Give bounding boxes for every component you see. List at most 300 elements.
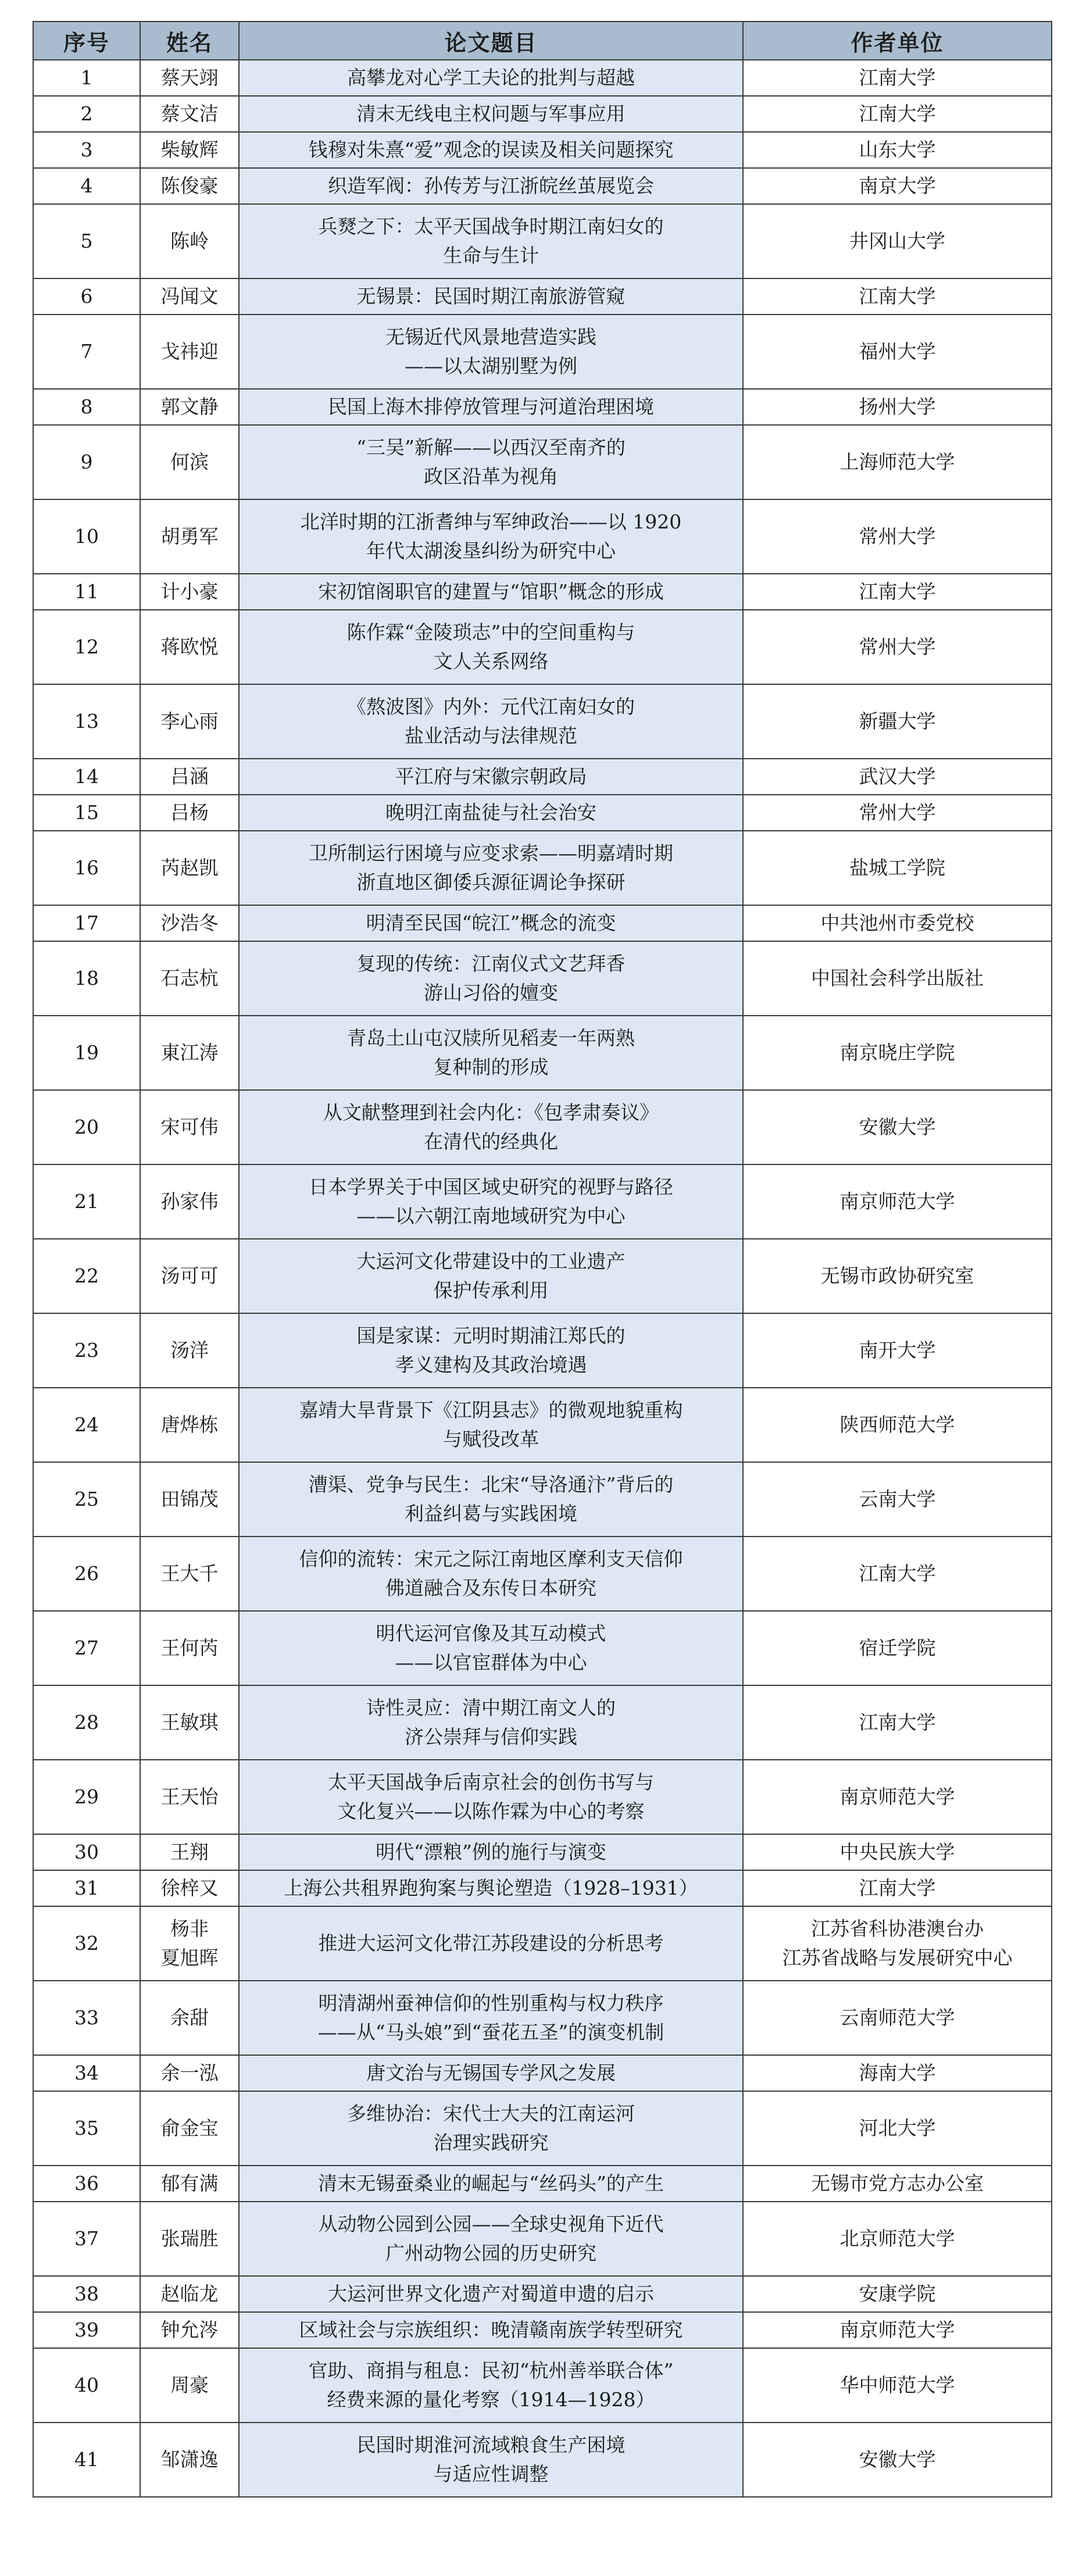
cell-unit	[743, 1164, 1052, 1239]
author-name: 余一泓	[160, 2061, 219, 2084]
table-row	[33, 1462, 1052, 1537]
author-name: 吕杨	[170, 801, 209, 824]
cell-unit	[743, 1016, 1052, 1090]
cell-title	[239, 204, 743, 278]
cell-number: 11	[33, 574, 140, 610]
author-name: 徐梓又	[160, 1877, 219, 1899]
author-name: 俞金宝	[160, 2117, 219, 2139]
cell-name	[140, 132, 239, 168]
cell-unit	[743, 389, 1052, 425]
table-row	[33, 1834, 1052, 1870]
cell-title	[239, 905, 743, 941]
author-name: 钟允涔	[160, 2318, 219, 2341]
unit-line: 江苏省战略与发展研究中心	[782, 1946, 1013, 1969]
cell-name	[140, 1090, 239, 1164]
table-row	[33, 684, 1052, 759]
author-name: 李心雨	[160, 710, 219, 733]
table-row	[33, 1016, 1052, 1090]
cell-unit	[743, 1239, 1052, 1313]
author-name: 孙家伟	[160, 1190, 219, 1213]
title-line: 明清湖州蚕神信仰的性别重构与权力秩序	[318, 1992, 664, 2014]
title-line: 漕渠、党争与民生：北宋“导洛通汴”背后的	[308, 1473, 674, 1496]
author-name: 唐烨栋	[160, 1413, 219, 1436]
cell-unit	[743, 1870, 1052, 1906]
cell-name	[140, 905, 239, 941]
table-row	[33, 905, 1052, 941]
cell-number: 33	[33, 1981, 140, 2055]
cell-title	[239, 2276, 743, 2312]
cell-unit	[743, 425, 1052, 499]
table-row	[33, 2348, 1052, 2423]
unit-line: 南京师范大学	[839, 1190, 955, 1213]
unit-line: 安徽大学	[859, 2448, 936, 2471]
unit-line: 安徽大学	[859, 1116, 936, 1138]
table-row	[33, 1090, 1052, 1164]
cell-unit	[743, 315, 1052, 389]
cell-name	[140, 389, 239, 425]
title-line: 日本学界关于中国区域史研究的视野与路径	[309, 1176, 673, 1198]
author-name: 邹潇逸	[160, 2448, 219, 2471]
header-row	[33, 22, 1052, 60]
cell-name	[140, 831, 239, 905]
table-row	[33, 1164, 1052, 1239]
cell-name	[140, 204, 239, 278]
cell-name	[140, 2202, 239, 2276]
unit-line: 云南师范大学	[839, 2006, 955, 2029]
table-row	[33, 1239, 1052, 1313]
cell-unit	[743, 132, 1052, 168]
author-name: 蔡文洁	[160, 102, 219, 125]
cell-number: 18	[33, 941, 140, 1016]
unit-line: 中共池州市委党校	[820, 912, 974, 934]
table-row	[33, 941, 1052, 1016]
cell-unit	[743, 1981, 1052, 2055]
table-row	[33, 1906, 1052, 1981]
cell-number: 16	[33, 831, 140, 905]
cell-number: 4	[33, 168, 140, 204]
author-name: 夏旭晖	[160, 1946, 219, 1969]
cell-unit	[743, 795, 1052, 831]
cell-number: 22	[33, 1239, 140, 1313]
cell-name	[140, 2348, 239, 2423]
cell-number: 14	[33, 759, 140, 795]
cell-title	[239, 2055, 743, 2091]
cell-number: 41	[33, 2423, 140, 2497]
table-row	[33, 168, 1052, 204]
title-line: 诗性灵应：清中期江南文人的	[366, 1696, 616, 1719]
title-line: 与赋役改革	[443, 1428, 539, 1450]
author-name: 東江涛	[160, 1041, 219, 1064]
cell-name	[140, 1537, 239, 1611]
title-line: 盐业活动与法律规范	[405, 724, 577, 747]
cell-number: 35	[33, 2091, 140, 2166]
unit-line: 云南大学	[859, 1488, 936, 1510]
cell-name	[140, 1016, 239, 1090]
unit-line: 常州大学	[859, 801, 936, 824]
cell-name	[140, 278, 239, 315]
table-row	[33, 204, 1052, 278]
cell-unit	[743, 2312, 1052, 2348]
author-name: 王翔	[170, 1841, 209, 1863]
table-row	[33, 2202, 1052, 2276]
title-line: 多维协治：宋代士大夫的江南运河	[347, 2102, 635, 2125]
title-line: 保护传承利用	[433, 1279, 549, 1302]
title-line: “三吴”新解——以西汉至南齐的	[356, 436, 626, 459]
unit-line: 陕西师范大学	[839, 1413, 955, 1436]
cell-number: 34	[33, 2055, 140, 2091]
title-line: 治理实践研究	[433, 2131, 549, 2154]
unit-line: 上海师范大学	[839, 451, 955, 473]
cell-number: 39	[33, 2312, 140, 2348]
cell-number: 1	[33, 60, 140, 96]
cell-title	[239, 2091, 743, 2166]
cell-title	[239, 1685, 743, 1760]
cell-unit	[743, 759, 1052, 795]
unit-line: 山东大学	[859, 138, 936, 161]
title-line: 复种制的形成	[433, 1056, 549, 1078]
cell-number: 8	[33, 389, 140, 425]
title-line: 信仰的流转：宋元之际江南地区摩利支天信仰	[299, 1548, 683, 1570]
cell-title	[239, 1388, 743, 1462]
table-row	[33, 2276, 1052, 2312]
cell-name	[140, 60, 239, 96]
author-name: 戈祎迎	[160, 340, 219, 363]
author-name: 蔡天翊	[160, 66, 219, 89]
cell-unit	[743, 941, 1052, 1016]
unit-line: 武汉大学	[859, 765, 936, 788]
unit-line: 江南大学	[859, 1562, 936, 1585]
cell-name	[140, 1239, 239, 1313]
cell-unit	[743, 499, 1052, 574]
author-name: 田锦茂	[160, 1488, 219, 1510]
title-line: 推进大运河文化带江苏段建设的分析思考	[318, 1932, 664, 1955]
title-line: 高攀龙对心学工夫论的批判与超越	[347, 66, 635, 89]
cell-title	[239, 831, 743, 905]
author-name: 陈岭	[170, 230, 209, 252]
header-name: 姓名	[140, 22, 239, 60]
cell-title	[239, 759, 743, 795]
cell-number: 10	[33, 499, 140, 574]
cell-unit	[743, 905, 1052, 941]
author-name: 计小豪	[160, 580, 219, 603]
unit-line: 南开大学	[859, 1339, 936, 1362]
cell-title	[239, 2423, 743, 2497]
cell-unit	[743, 2091, 1052, 2166]
table-row	[33, 2423, 1052, 2497]
unit-line: 海南大学	[859, 2061, 936, 2084]
cell-unit	[743, 2055, 1052, 2091]
table-row	[33, 1388, 1052, 1462]
table-row	[33, 2166, 1052, 2202]
unit-line: 安康学院	[859, 2282, 936, 2305]
cell-title	[239, 2348, 743, 2423]
title-line: 织造军阀：孙传芳与江浙皖丝茧展览会	[328, 174, 654, 197]
cell-number: 37	[33, 2202, 140, 2276]
cell-title	[239, 1090, 743, 1164]
cell-unit	[743, 2423, 1052, 2497]
cell-name	[140, 1981, 239, 2055]
cell-number: 36	[33, 2166, 140, 2202]
title-line: 晚明江南盐徒与社会治安	[385, 801, 596, 824]
title-line: 从文献整理到社会内化：《包孝肃奏议》	[323, 1101, 659, 1124]
cell-name	[140, 2276, 239, 2312]
cell-title	[239, 1537, 743, 1611]
unit-line: 江南大学	[859, 285, 936, 308]
table-row	[33, 831, 1052, 905]
unit-line: 江南大学	[859, 1877, 936, 1899]
cell-unit	[743, 204, 1052, 278]
title-line: 清末无线电主权问题与军事应用	[356, 102, 626, 125]
unit-line: 常州大学	[859, 635, 936, 658]
cell-name	[140, 941, 239, 1016]
table-row	[33, 389, 1052, 425]
cell-name	[140, 684, 239, 759]
title-line: 浙直地区御倭兵源征调论争探研	[356, 871, 626, 894]
author-name: 杨非	[170, 1917, 209, 1940]
table-row	[33, 425, 1052, 499]
cell-name	[140, 1313, 239, 1388]
cell-unit	[743, 2202, 1052, 2276]
unit-line: 福州大学	[859, 340, 936, 363]
cell-unit	[743, 1685, 1052, 1760]
cell-name	[140, 610, 239, 684]
title-line: 无锡近代风景地营造实践	[385, 326, 596, 348]
title-line: ——从“马头娘”到“蚕花五圣”的演变机制	[317, 2021, 664, 2043]
cell-number: 15	[33, 795, 140, 831]
title-line: 文化复兴——以陈作霖为中心的考察	[337, 1800, 645, 1823]
table-row	[33, 60, 1052, 96]
cell-unit	[743, 1537, 1052, 1611]
title-line: 从动物公园到公园——全球史视角下近代	[318, 2213, 664, 2235]
cell-number: 7	[33, 315, 140, 389]
table-row	[33, 96, 1052, 132]
title-line: 卫所制运行困境与应变求索——明嘉靖时期	[309, 842, 673, 864]
table-row	[33, 278, 1052, 315]
table-row	[33, 1537, 1052, 1611]
author-name: 何滨	[170, 451, 209, 473]
cell-name	[140, 759, 239, 795]
cell-title	[239, 941, 743, 1016]
table-row	[33, 1981, 1052, 2055]
title-line: ——以官宦群体为中心	[395, 1651, 587, 1674]
cell-title	[239, 1834, 743, 1870]
unit-line: 江南大学	[859, 66, 936, 89]
cell-unit	[743, 2276, 1052, 2312]
title-line: 嘉靖大旱背景下《江阴县志》的微观地貌重构	[299, 1399, 683, 1421]
cell-number: 5	[33, 204, 140, 278]
cell-name	[140, 1388, 239, 1462]
cell-number: 9	[33, 425, 140, 499]
cell-title	[239, 1906, 743, 1981]
cell-name	[140, 1164, 239, 1239]
table-row	[33, 1313, 1052, 1388]
cell-name	[140, 168, 239, 204]
cell-name	[140, 1462, 239, 1537]
unit-line: 无锡市党方志办公室	[811, 2172, 984, 2195]
header-number: 序号	[33, 22, 140, 60]
title-line: 明代运河官像及其互动模式	[376, 1622, 606, 1645]
cell-name	[140, 1834, 239, 1870]
cell-title	[239, 1164, 743, 1239]
table-row	[33, 1870, 1052, 1906]
cell-number: 30	[33, 1834, 140, 1870]
table-row	[33, 1760, 1052, 1834]
title-line: 《熬波图》内外：元代江南妇女的	[347, 695, 635, 718]
cell-number: 20	[33, 1090, 140, 1164]
title-line: 复现的传统：江南仪式文艺拜香	[356, 952, 626, 975]
cell-title	[239, 1760, 743, 1834]
title-line: 在清代的经典化	[424, 1130, 558, 1153]
cell-title	[239, 425, 743, 499]
cell-unit	[743, 831, 1052, 905]
cell-number: 28	[33, 1685, 140, 1760]
author-name: 沙浩冬	[160, 912, 219, 934]
cell-unit	[743, 1906, 1052, 1981]
title-line: 年代太湖浚垦纠纷为研究中心	[366, 540, 616, 562]
cell-name	[140, 2091, 239, 2166]
cell-name	[140, 96, 239, 132]
cell-name	[140, 2166, 239, 2202]
title-line: 利益纠葛与实践困境	[405, 1502, 577, 1525]
title-line: 区域社会与宗族组织：晚清赣南族学转型研究	[299, 2318, 683, 2341]
cell-name	[140, 1906, 239, 1981]
cell-unit	[743, 1611, 1052, 1685]
cell-name	[140, 2423, 239, 2497]
cell-number: 13	[33, 684, 140, 759]
unit-line: 常州大学	[859, 525, 936, 548]
author-name: 蒋欧悦	[160, 635, 219, 658]
cell-title	[239, 2202, 743, 2276]
table-row	[33, 2091, 1052, 2166]
title-line: 经费来源的量化考察（1914—1928）	[327, 2388, 655, 2411]
title-line: 孝义建构及其政治境遇	[395, 1353, 587, 1376]
cell-unit	[743, 168, 1052, 204]
cell-title	[239, 574, 743, 610]
title-line: 民国时期淮河流域粮食生产困境	[356, 2434, 626, 2456]
author-name: 赵临龙	[160, 2282, 219, 2305]
author-name: 王天怡	[160, 1785, 219, 1808]
cell-number: 31	[33, 1870, 140, 1906]
cell-unit	[743, 684, 1052, 759]
title-line: 大运河文化带建设中的工业遗产	[356, 1250, 626, 1273]
title-line: 游山习俗的嬗变	[424, 981, 558, 1004]
title-line: 北洋时期的江浙耆绅与军绅政治——以 1920	[300, 510, 682, 533]
title-line: 无锡景：民国时期江南旅游管窥	[356, 285, 626, 308]
unit-line: 华中师范大学	[839, 2374, 955, 2396]
author-name: 郭文静	[160, 395, 219, 418]
cell-title	[239, 96, 743, 132]
author-name: 胡勇军	[160, 525, 219, 548]
cell-unit	[743, 2166, 1052, 2202]
title-line: 上海公共租界跑狗案与舆论塑造（1928–1931）	[284, 1877, 698, 1899]
author-name: 张瑞胜	[160, 2227, 219, 2250]
cell-number: 12	[33, 610, 140, 684]
title-line: 陈作霖“金陵琐志”中的空间重构与	[346, 621, 635, 644]
cell-unit	[743, 610, 1052, 684]
cell-title	[239, 389, 743, 425]
cell-unit	[743, 1834, 1052, 1870]
author-name: 芮赵凯	[160, 856, 219, 879]
title-line: 兵燹之下：太平天国战争时期江南妇女的	[318, 215, 664, 238]
title-line: 明清至民国“皖江”概念的流变	[366, 912, 616, 934]
unit-line: 北京师范大学	[839, 2227, 955, 2250]
title-line: 与适应性调整	[433, 2463, 549, 2485]
unit-line: 江南大学	[859, 580, 936, 603]
cell-title	[239, 168, 743, 204]
cell-unit	[743, 1090, 1052, 1164]
cell-name	[140, 795, 239, 831]
cell-title	[239, 1981, 743, 2055]
cell-title	[239, 1239, 743, 1313]
title-line: 大运河世界文化遗产对蜀道申遗的启示	[328, 2282, 654, 2305]
cell-title	[239, 1462, 743, 1537]
cell-name	[140, 315, 239, 389]
title-line: ——以六朝江南地域研究为中心	[356, 1205, 626, 1227]
table-row	[33, 1685, 1052, 1760]
cell-number: 25	[33, 1462, 140, 1537]
cell-title	[239, 132, 743, 168]
cell-number: 27	[33, 1611, 140, 1685]
unit-line: 盐城工学院	[849, 856, 945, 879]
title-line: 民国上海木排停放管理与河道治理困境	[328, 395, 654, 418]
cell-number: 21	[33, 1164, 140, 1239]
title-line: 青岛土山屯汉牍所见稻麦一年两熟	[347, 1027, 635, 1049]
cell-title	[239, 1611, 743, 1685]
author-name: 王大千	[160, 1562, 219, 1585]
cell-name	[140, 425, 239, 499]
title-line: 唐文治与无锡国专学风之发展	[366, 2061, 616, 2084]
cell-title	[239, 60, 743, 96]
unit-line: 中央民族大学	[839, 1841, 955, 1863]
table-row	[33, 759, 1052, 795]
table-row	[33, 499, 1052, 574]
title-line: 济公崇拜与信仰实践	[405, 1725, 577, 1748]
author-name: 石志杭	[160, 967, 219, 989]
title-line: 钱穆对朱熹“爱”观念的误读及相关问题探究	[308, 138, 674, 161]
unit-line: 江苏省科协港澳台办	[811, 1917, 984, 1940]
cell-number: 26	[33, 1537, 140, 1611]
cell-number: 24	[33, 1388, 140, 1462]
cell-name	[140, 499, 239, 574]
cell-number: 38	[33, 2276, 140, 2312]
cell-number: 40	[33, 2348, 140, 2423]
cell-title	[239, 684, 743, 759]
cell-name	[140, 2312, 239, 2348]
unit-line: 井冈山大学	[849, 230, 945, 252]
title-line: 生命与生计	[443, 244, 539, 267]
author-name: 冯闻文	[160, 285, 219, 308]
cell-number: 19	[33, 1016, 140, 1090]
header-title: 论文题目	[239, 22, 743, 60]
cell-title	[239, 1016, 743, 1090]
cell-unit	[743, 574, 1052, 610]
title-line: 清末无锡蚕桑业的崛起与“丝码头”的产生	[318, 2172, 664, 2195]
cell-name	[140, 1760, 239, 1834]
cell-title	[239, 315, 743, 389]
cell-title	[239, 2166, 743, 2202]
cell-title	[239, 795, 743, 831]
cell-title	[239, 1870, 743, 1906]
table-row	[33, 1611, 1052, 1685]
author-name: 周豪	[170, 2374, 209, 2396]
cell-name	[140, 1611, 239, 1685]
title-line: 广州动物公园的历史研究	[385, 2242, 596, 2264]
cell-number: 17	[33, 905, 140, 941]
author-name: 吕涵	[170, 765, 209, 788]
cell-number: 3	[33, 132, 140, 168]
author-name: 汤洋	[170, 1339, 209, 1362]
unit-line: 河北大学	[859, 2117, 936, 2139]
